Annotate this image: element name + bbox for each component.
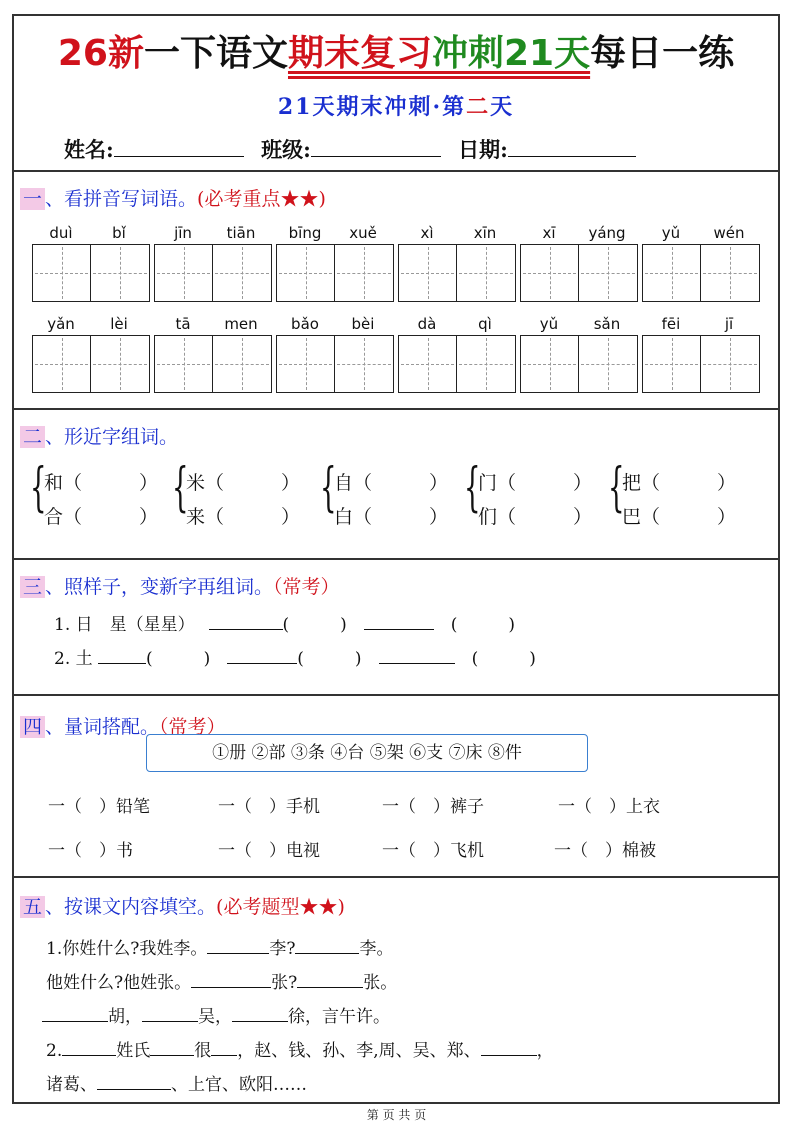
paren-blank[interactable]: ( ) (471, 649, 536, 669)
measure-item[interactable]: 一（ ）手机 (218, 797, 320, 817)
section-5-heading (20, 892, 345, 919)
fill-text: 胡， (108, 1007, 142, 1027)
section-similar-chars (14, 410, 778, 560)
measure-item[interactable]: 一（ ）上衣 (558, 797, 660, 817)
answer-blank[interactable] (295, 937, 359, 954)
pinyin: duì (49, 224, 73, 242)
measure-item[interactable]: 一（ ）飞机 (382, 841, 484, 861)
student-info-row (64, 134, 646, 164)
fill-text: ， (536, 1041, 554, 1061)
answer-blank[interactable] (98, 647, 146, 664)
pinyin: xuě (349, 224, 377, 242)
pinyin: men (224, 315, 258, 333)
pinyin: xì (420, 224, 434, 242)
section-4-number: 四 (20, 716, 45, 738)
fill-text: 1.你姓什么?我姓李。 (46, 939, 208, 959)
measure-item[interactable]: 一（ ）棉被 (554, 841, 656, 861)
title-part-4: 冲刺21天 (432, 33, 591, 74)
pinyin: yǔ (539, 315, 559, 333)
paren-blank[interactable]: ( ) (297, 649, 362, 669)
pinyin: sǎn (593, 315, 621, 333)
fill-text: 李? (269, 939, 296, 959)
pinyin: xīn (473, 224, 497, 242)
pair-line-b[interactable]: 来（ ） (186, 506, 301, 528)
pinyin: tā (175, 315, 191, 333)
section-5-title: 、按课文内容填空。 (45, 896, 217, 918)
section-1-requirement: (必考重点★★) (197, 188, 326, 210)
paren-blank[interactable]: ( ) (146, 649, 211, 669)
title-part-5: 每日一练 (590, 33, 735, 74)
measure-item[interactable]: 一（ ）电视 (218, 841, 320, 861)
section-3-heading (20, 572, 340, 599)
char-pair (608, 458, 748, 532)
section-pinyin (14, 172, 778, 410)
brace-icon: { (608, 458, 625, 518)
brace-icon: { (172, 458, 189, 518)
pair-line-a[interactable]: 自（ ） (334, 472, 449, 494)
subtitle-day: 二 (466, 94, 491, 120)
fill-line-5 (46, 1070, 307, 1095)
answer-blank[interactable] (232, 1005, 288, 1022)
title-part-3: 期末复习 (287, 33, 432, 74)
paren-blank[interactable]: ( ) (450, 615, 516, 635)
options-box: ①册 ②部 ③条 ④台 ⑤架 ⑥支 ⑦床 ⑧件 (146, 734, 588, 772)
pinyin: jīn (174, 224, 192, 242)
fill-text: 吴， (198, 1007, 232, 1027)
char-pair (464, 458, 604, 532)
fill-line-1 (46, 934, 393, 959)
worksheet-subtitle (14, 90, 778, 121)
exercise-line (54, 644, 536, 669)
pinyin: yǎn (47, 315, 75, 333)
pinyin: lèi (110, 315, 128, 333)
answer-blank[interactable] (379, 647, 455, 664)
date-blank[interactable] (508, 136, 636, 157)
brace-icon: { (30, 458, 47, 518)
answer-blank[interactable] (191, 971, 271, 988)
section-1-number: 一 (20, 188, 45, 210)
fill-text: 姓氏 (116, 1041, 151, 1061)
worksheet-title (14, 32, 778, 76)
worksheet-frame (12, 14, 780, 1104)
tianzige-box[interactable] (276, 335, 394, 393)
brace-icon: { (320, 458, 337, 518)
fill-line-2 (46, 968, 397, 993)
tianzige-box[interactable] (154, 335, 272, 393)
exercise-text: 2. 土 (54, 649, 93, 669)
answer-blank[interactable] (142, 1005, 198, 1022)
measure-item[interactable]: 一（ ）裤子 (382, 797, 484, 817)
pinyin: tiān (226, 224, 256, 242)
pair-line-b[interactable]: 白（ ） (334, 506, 449, 528)
pinyin: bǎo (291, 315, 319, 333)
tianzige-box[interactable] (398, 244, 516, 302)
pinyin: fēi (661, 315, 681, 333)
answer-blank[interactable] (207, 937, 269, 954)
pinyin: jī (724, 315, 734, 333)
name-label: 姓名: (64, 137, 114, 162)
fill-text: 徐，言午许。 (288, 1007, 390, 1027)
fill-line-3 (42, 1002, 390, 1027)
fill-text: 很 (194, 1041, 212, 1061)
section-2-number: 二 (20, 426, 45, 448)
answer-blank[interactable] (62, 1039, 116, 1056)
name-blank[interactable] (114, 136, 244, 157)
section-5-requirement: (必考题型★★) (216, 896, 345, 918)
section-3-requirement: （常考） (273, 576, 340, 598)
pair-line-a[interactable]: 把（ ） (622, 472, 737, 494)
pair-line-a[interactable]: 门（ ） (478, 472, 593, 494)
measure-item[interactable]: 一（ ）书 (48, 841, 133, 861)
pair-line-b[interactable]: 们（ ） (478, 506, 593, 528)
answer-blank[interactable] (364, 613, 434, 630)
class-blank[interactable] (311, 136, 441, 157)
section-3-title: 、照样子，变新字再组词。 (45, 576, 274, 598)
example-line (54, 610, 515, 635)
tianzige-box[interactable] (520, 244, 638, 302)
tianzige-box[interactable] (398, 335, 516, 393)
answer-blank[interactable] (42, 1005, 108, 1022)
pinyin: wén (713, 224, 745, 242)
fill-line-4 (46, 1036, 554, 1061)
section-3-number: 三 (20, 576, 45, 598)
section-measure-words (14, 696, 778, 878)
pinyin: dà (417, 315, 437, 333)
section-1-heading (20, 184, 326, 211)
tianzige-box[interactable] (32, 244, 150, 302)
pinyin: yáng (588, 224, 626, 242)
section-2-title: 、形近字组词。 (45, 426, 179, 448)
answer-blank[interactable] (297, 971, 363, 988)
fill-text: ，赵、钱、孙、李,周、吴、郑、 (237, 1041, 481, 1061)
fill-text: 、上官、欧阳…… (171, 1075, 307, 1095)
answer-blank[interactable] (211, 1039, 237, 1056)
tianzige-box[interactable] (154, 244, 272, 302)
pinyin: bǐ (112, 224, 126, 242)
section-5-number: 五 (20, 896, 45, 918)
fill-text: 张。 (363, 973, 398, 993)
title-part-1: 26新 (57, 33, 144, 74)
char-pair (320, 458, 460, 532)
section-new-chars (14, 560, 778, 696)
pair-line-a[interactable]: 和（ ） (44, 472, 159, 494)
section-4-title: 、量词搭配。 (45, 716, 160, 738)
subtitle-part-a: 21天期末冲刺·第 (277, 94, 467, 120)
tianzige-box[interactable] (642, 244, 760, 302)
tianzige-box[interactable] (276, 244, 394, 302)
section-1-title: 、看拼音写词语。 (45, 188, 198, 210)
answer-blank[interactable] (150, 1039, 194, 1056)
fill-text: 2. (46, 1041, 63, 1061)
section-2-heading (20, 422, 178, 449)
brace-icon: { (464, 458, 481, 518)
measure-item[interactable]: 一（ ）铅笔 (48, 797, 150, 817)
fill-text: 诸葛、 (46, 1075, 97, 1095)
pinyin: qì (478, 315, 492, 333)
subtitle-part-c: 天 (490, 94, 515, 120)
section-fill-text (14, 878, 778, 1104)
fill-text: 他姓什么?他姓张。 (46, 973, 192, 993)
answer-blank[interactable] (481, 1039, 537, 1056)
fill-text: 张? (271, 973, 298, 993)
worksheet-header (14, 16, 778, 172)
pair-line-a[interactable]: 米（ ） (186, 472, 301, 494)
fill-text: 李。 (359, 939, 394, 959)
pinyin: yǔ (661, 224, 681, 242)
char-pair (172, 458, 312, 532)
char-pair (30, 458, 170, 532)
date-label: 日期: (458, 137, 508, 162)
pinyin: bīng (288, 224, 322, 242)
tianzige-box[interactable] (520, 335, 638, 393)
pinyin: bèi (351, 315, 375, 333)
page-footer: 第 页 共 页 (366, 1108, 427, 1122)
title-part-2: 一下语文 (143, 33, 288, 74)
answer-blank[interactable] (209, 613, 283, 630)
pair-line-b[interactable]: 合（ ） (44, 506, 159, 528)
pinyin: xī (542, 224, 556, 242)
tianzige-box[interactable] (642, 335, 760, 393)
section-4-requirement: （常考） (159, 716, 226, 738)
class-label: 班级: (261, 137, 311, 162)
example-text: 1. 日 星（星星） (54, 615, 187, 635)
pair-line-b[interactable]: 巴（ ） (622, 506, 737, 528)
tianzige-box[interactable] (32, 335, 150, 393)
answer-blank[interactable] (227, 647, 297, 664)
paren-blank[interactable]: ( ) (282, 615, 347, 635)
answer-blank[interactable] (97, 1073, 171, 1090)
